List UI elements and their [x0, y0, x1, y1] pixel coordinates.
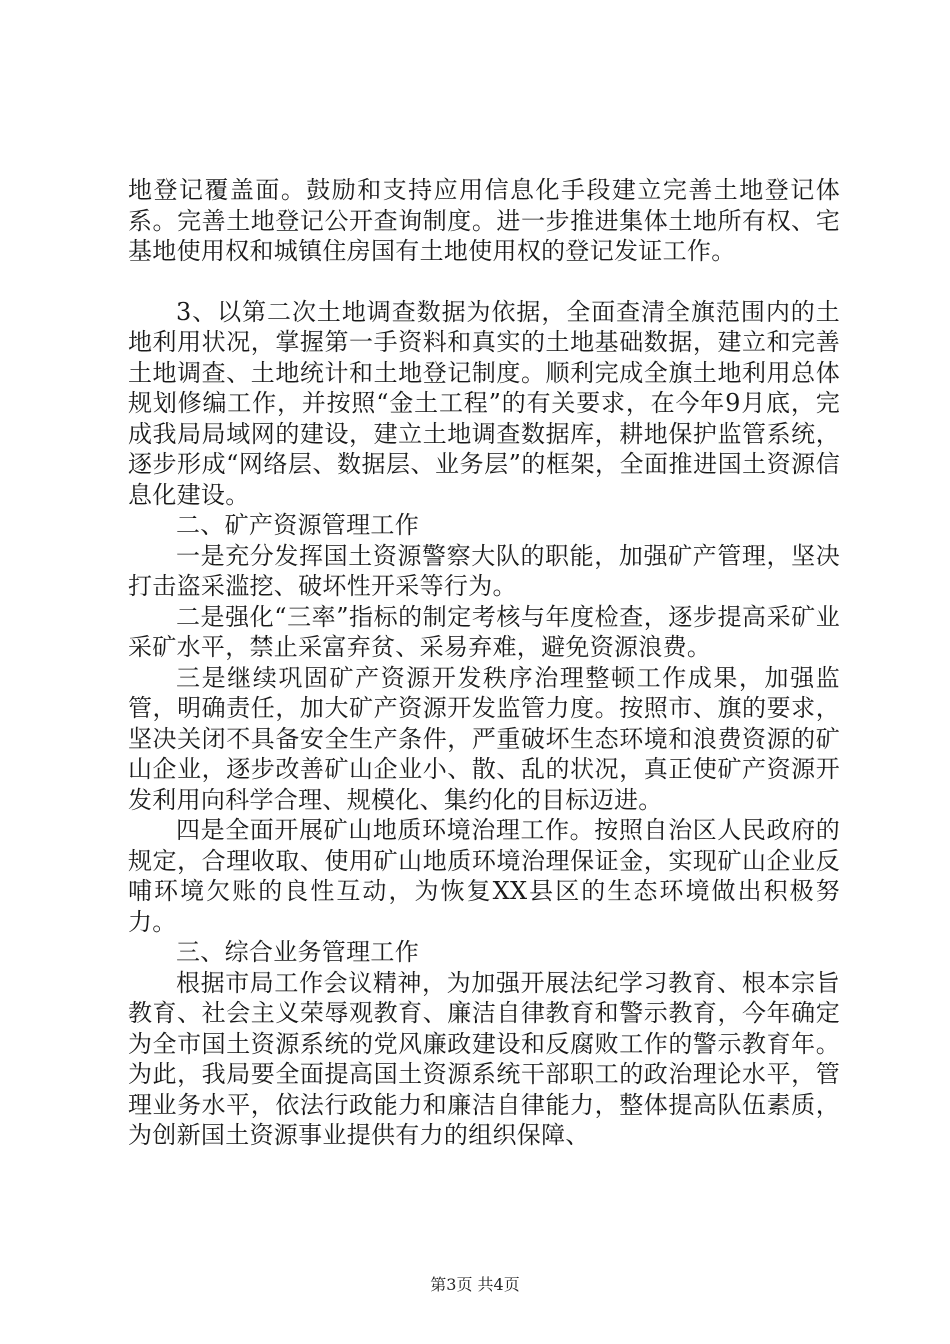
page-number: 第3页 共4页: [430, 1275, 520, 1294]
paragraph-continuation: 地登记覆盖面。鼓励和支持应用信息化手段建立完善土地登记体系。完善土地登记公开查询制度。进一步推进集体土地所有权、宅基地使用权和城镇住房国有土地使用权的登记发证工作。: [128, 176, 840, 265]
paragraph-mineral-4: 四是全面开展矿山地质环境治理工作。按照自治区人民政府的规定，合理收取、使用矿山地质环境治理保证金，实现矿山企业反哺环境欠账的良性互动，为恢复XX县区的生态环境做出积极努力。: [128, 816, 840, 936]
paragraph-land-survey: 3、以第二次土地调查数据为依据，全面查清全旗范围内的土地利用状况，掌握第一手资料和真实的土地基础数据，建立和完善土地调查、土地统计和土地登记制度。顺利完成全旗土地利用总体规划修编工作，并按照“金土工程”的有关要求，在今年9月底，完成我局局域网的建设，建立土地调查数据库，耕地保护监管系统，逐步形成“网络层、数据层、业务层”的框架，全面推进国土资源信息化建设。: [128, 297, 840, 509]
section-heading-mineral: 二、矿产资源管理工作: [176, 511, 419, 539]
page-footer: [0, 1272, 950, 1295]
paragraph-mineral-1: 一是充分发挥国土资源警察大队的职能，加强矿产管理，坚决打击盗采滥挖、破坏性开采等行为。: [128, 541, 840, 600]
paragraph-mineral-3: 三是继续巩固矿产资源开发秩序治理整顿工作成果，加强监管，明确责任，加大矿产资源开发监管力度。按照市、旗的要求，坚决关闭不具备安全生产条件，严重破坏生态环境和浪费资源的矿山企业，逐步改善矿山企业小、散、乱的状况，真正使矿产资源开发利用向科学合理、规模化、集约化的目标迈进。: [128, 663, 840, 814]
document-body: [128, 175, 840, 1151]
section-heading-integrated: 三、综合业务管理工作: [176, 938, 419, 966]
paragraph-mineral-2: 二是强化“三率”指标的制定考核与年度检查，逐步提高采矿业采矿水平，禁止采富弃贫、采易弃难，避免资源浪费。: [128, 602, 840, 661]
paragraph-integrated-1: 根据市局工作会议精神，为加强开展法纪学习教育、根本宗旨教育、社会主义荣辱观教育、廉洁自律教育和警示教育，今年确定为全市国土资源系统的党风廉政建设和反腐败工作的警示教育年。为此，我局要全面提高国土资源系统干部职工的政治理论水平，管理业务水平，依法行政能力和廉洁自律能力，整体提高队伍素质，为创新国土资源事业提供有力的组织保障、: [128, 968, 840, 1149]
